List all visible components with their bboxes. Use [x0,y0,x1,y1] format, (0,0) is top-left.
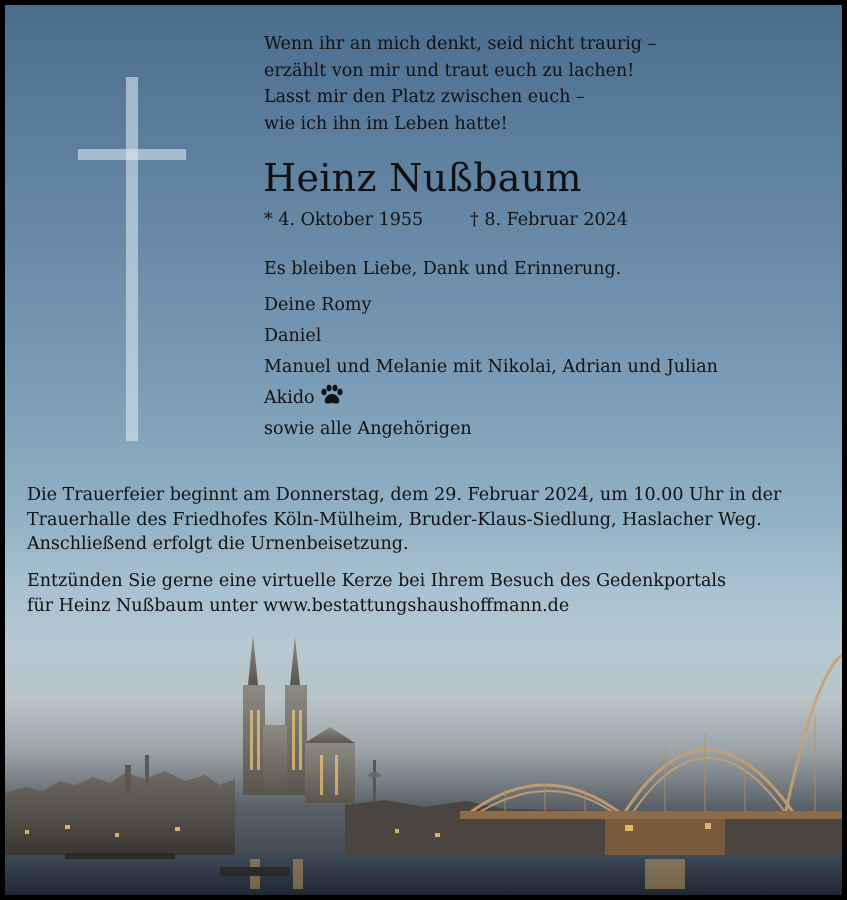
paw-print-icon [319,384,345,406]
birth-date: * 4. Oktober 1955 [264,210,424,230]
verse-line: wie ich ihn im Leben hatte! [264,113,508,134]
mourner-with-icon [264,383,718,414]
funeral-details [27,483,781,557]
funeral-line: Die Trauerfeier beginnt am Donnerstag, dem 29. Februar 2024, um 10.00 Uhr in der [27,485,782,505]
portal-line: für Heinz Nußbaum unter www.bestattungshaushoffmann.de [27,595,570,616]
portal-line: Entzünden Sie gerne eine virtuelle Kerze bei Ihrem Besuch des Gedenkportals [27,571,726,591]
mourner: Daniel [264,326,322,346]
verse-line: Lasst mir den Platz zwischen euch – [264,87,585,107]
verse-line: erzählt von mir und traut euch zu lachen! [264,60,635,81]
deceased-name: Heinz Nußbaum [263,156,582,200]
funeral-line: Trauerhalle des Friedhofes Köln-Mülheim, Bruder-Klaus-Siedlung, Haslacher Weg. [27,509,762,530]
mourners-list [264,290,718,445]
mourner: Manuel und Melanie mit Nikolai, Adrian und Julian [264,357,718,377]
cologne-skyline-image [5,615,842,895]
mourner: sowie alle Angehörigen [264,419,472,439]
mourner: Akido [264,388,315,408]
memorial-verse [264,31,656,137]
obituary-notice [5,5,842,895]
funeral-line: Anschließend erfolgt die Urnenbeisetzung. [27,534,409,554]
cross-icon [78,77,186,441]
death-date: † 8. Februar 2024 [470,210,628,230]
closing-line: Es bleiben Liebe, Dank und Erinnerung. [264,259,622,279]
mourner: Deine Romy [264,295,372,315]
memorial-portal-note [27,569,726,618]
verse-line: Wenn ihr an mich denkt, seid nicht traurig – [264,34,657,54]
